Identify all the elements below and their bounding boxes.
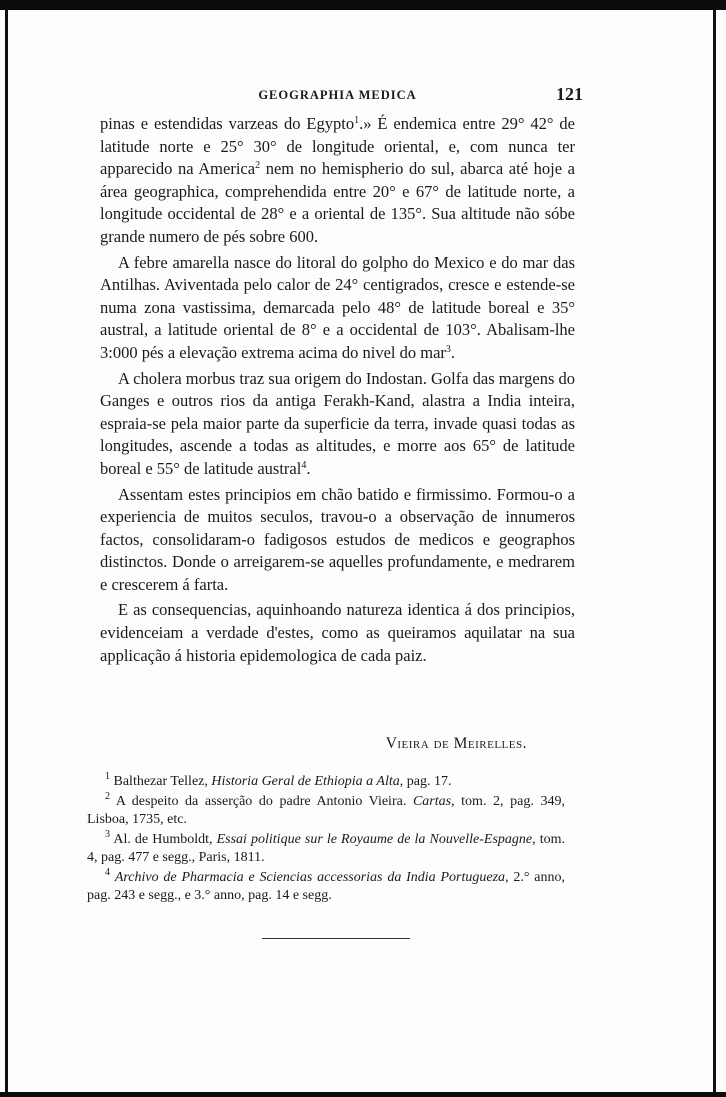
scan-border-bottom <box>0 1092 726 1097</box>
paragraph: Assentam estes principios em chão batido e firmissimo. Formou-o a experiencia de muitos seculos, travou-o a observação de innumeros factos, consolidaram-o fadigosos estudos de medicos e geographos distinctos. Donde o arreigarem-se aquelles profundamente, e medrarem e crescerem á farta. <box>100 484 575 594</box>
footnote: $^2$ A despeito da asserção do padre Antonio Vieira. Cartas, tom. 2, pag. 349, Lisboa, 1735, etc. <box>87 791 565 827</box>
footnote: $^1$ Balthezar Tellez, Historia Geral de Ethiopia a Alta, pag. 17. <box>105 771 452 789</box>
page-header <box>100 84 583 106</box>
paragraph: E as consequencias, aquinhoando natureza identica á dos principios, evidenceiam a verdade d'estes, como as queiramos aquilatar na sua applicação á historia epidemologica de cada paiz. <box>100 600 575 665</box>
page-number: 121 <box>556 84 583 104</box>
footnote-ref: 3 <box>445 343 451 355</box>
author-signature: Vieira de Meirelles. <box>385 735 527 752</box>
footnotes <box>87 773 565 907</box>
paragraph: A febre amarella nasce do litoral do golpho do Mexico e do mar das Antilhas. Aviventada pelo calor de 24° centigrados, cresce e estende-se numa zona vastissima, demarcada pelo 48° de latitude boreal e 35° austral, a latitude oriental de 8° e a occidental de 103°. Abalisam-lhe 3:000 pés a elevação extrema acima do nivel do mar$^3$. <box>100 252 575 362</box>
paragraph: pinas e estendidas varzeas do Egypto$^1$.» É endemica entre 29° 42° de latitude norte e 25° 30° de longitude oriental, e, com nunca ter apparecido na America$^2$ nem no hemispherio do sul, abarca até hoje a área geographica, comprehendida entre 20° e 67° de latitude norte, a longitude occidental de 28° e a oriental de 135°. Sua altitude não sóbe grande numero de pés sobre 600. <box>100 114 575 246</box>
footnote: $^3$ Al. de Humboldt, Essai politique sur le Royaume de la Nouvelle-Espagne, tom. 4, pag. 477 e segg., Paris, 1811. <box>87 829 566 865</box>
end-rule <box>262 938 410 939</box>
footnote-ref: 1 <box>354 115 360 126</box>
body-text <box>100 113 575 670</box>
footnote: $^4$ Archivo de Pharmacia e Sciencias accessorias da India Portugueza, 2.° anno, pag. 243 e segg., e 3.° anno, pag. 14 e segg. <box>87 867 565 903</box>
footnote-ref: 4 <box>301 459 307 471</box>
paragraph: A cholera morbus traz sua origem do Indostan. Golfa das margens do Ganges e outros rios da antiga Ferakh-Kand, alastra a India inteira, espraia-se pela maior parte da superficie da terra, invade quasi todas as longitudes, ascende a todas as altitudes, e morre aos 65° de latitude boreal e 55° de latitude austral$^4$. <box>100 368 575 478</box>
running-title: GEOGRAPHIA MEDICA <box>258 88 417 102</box>
footnote-ref: 2 <box>255 160 261 172</box>
